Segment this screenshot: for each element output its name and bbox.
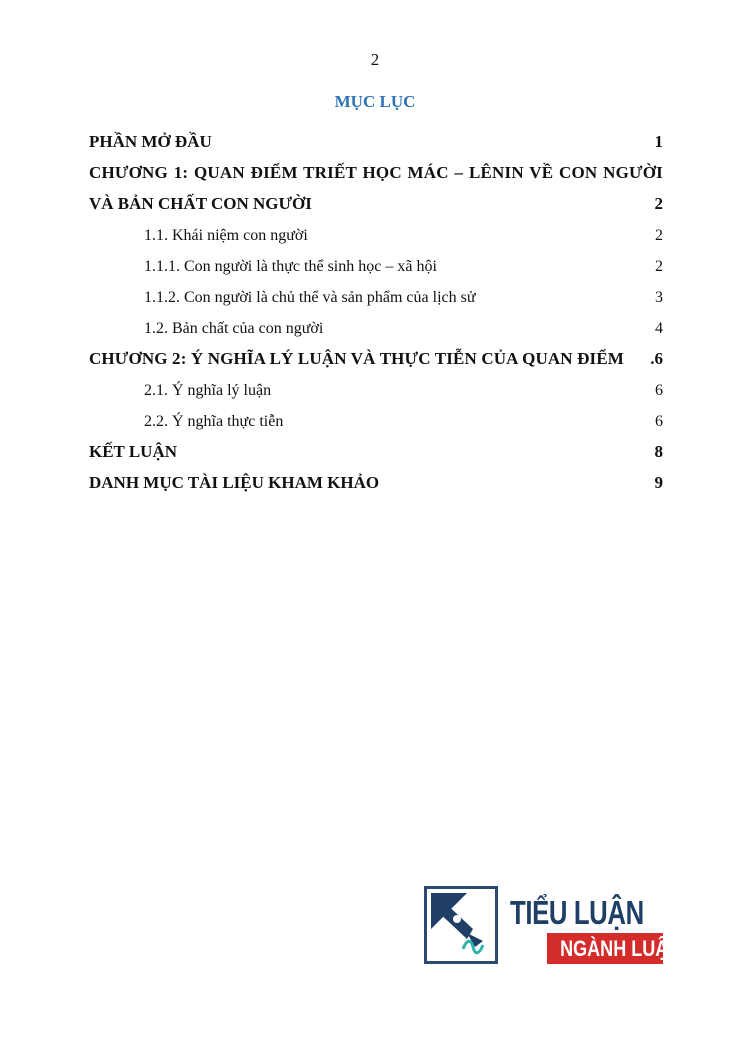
toc-entry-page: 9 xyxy=(654,473,663,492)
toc-entry-chapter2[interactable] xyxy=(89,338,663,369)
toc-entry-2-1[interactable] xyxy=(89,369,663,400)
toc-entry-1-2[interactable] xyxy=(89,307,663,338)
toc-entry-label: 1.2. Bản chất của con người xyxy=(144,320,324,337)
brand-logo xyxy=(424,886,680,966)
toc-entry-2-2[interactable] xyxy=(89,400,663,431)
pen-nib-icon xyxy=(424,886,498,964)
toc-entry-label: CHƯƠNG 2: Ý NGHĨA LÝ LUẬN VÀ THỰC TIỄN CỦA QUAN ĐIỂM xyxy=(89,349,624,368)
page-number: 2 xyxy=(370,50,380,69)
toc-entry-conclusion[interactable] xyxy=(89,431,663,462)
toc-entry-label: 1.1.2. Con người là chủ thể và sản phẩm của lịch sử xyxy=(144,289,476,306)
toc-entry-chapter1-line1[interactable] xyxy=(89,152,663,183)
logo-top-text: TIỂU LUẬN xyxy=(510,894,644,931)
toc-entry-page: 2 xyxy=(655,258,663,275)
toc-entry-page: 6 xyxy=(655,382,663,399)
toc-entry-1-1[interactable] xyxy=(89,214,663,245)
toc-entry-1-1-2[interactable] xyxy=(89,276,663,307)
toc-entry-label: PHẦN MỞ ĐẦU xyxy=(89,132,212,151)
toc-entry-page: 2 xyxy=(655,227,663,244)
toc-entry-page: .6 xyxy=(650,349,663,368)
toc-entry-page: 1 xyxy=(654,132,663,151)
toc-entry-page: 2 xyxy=(654,194,663,213)
toc-entry-page: 8 xyxy=(654,442,663,461)
toc-entry-label: CHƯƠNG 1: QUAN ĐIỂM TRIẾT HỌC MÁC – LÊNIN VỀ CON NGƯỜI xyxy=(89,163,663,182)
logo-bottom-text: NGÀNH LUẬT xyxy=(547,933,663,964)
toc-entry-intro[interactable] xyxy=(89,121,663,152)
toc-entry-label: 2.1. Ý nghĩa lý luận xyxy=(144,382,272,399)
toc-entry-label: VÀ BẢN CHẤT CON NGƯỜI xyxy=(89,194,312,213)
toc-entry-label: 1.1.1. Con người là thực thể sinh học – xã hội xyxy=(144,258,437,275)
toc-entry-label: 1.1. Khái niệm con người xyxy=(144,227,308,244)
toc-entry-label: 2.2. Ý nghĩa thực tiễn xyxy=(144,413,284,430)
toc-entry-page: 3 xyxy=(655,289,663,306)
table-of-contents xyxy=(89,121,663,493)
toc-entry-references[interactable] xyxy=(89,462,663,493)
toc-entry-label: DANH MỤC TÀI LIỆU KHAM KHẢO xyxy=(89,473,380,492)
toc-entry-label: KẾT LUẬN xyxy=(89,442,178,461)
toc-entry-chapter1[interactable] xyxy=(89,183,663,214)
toc-entry-page: 4 xyxy=(655,320,663,337)
toc-title: MỤC LỤC xyxy=(334,92,416,111)
toc-entry-1-1-1[interactable] xyxy=(89,245,663,276)
toc-entry-page: 6 xyxy=(655,413,663,430)
